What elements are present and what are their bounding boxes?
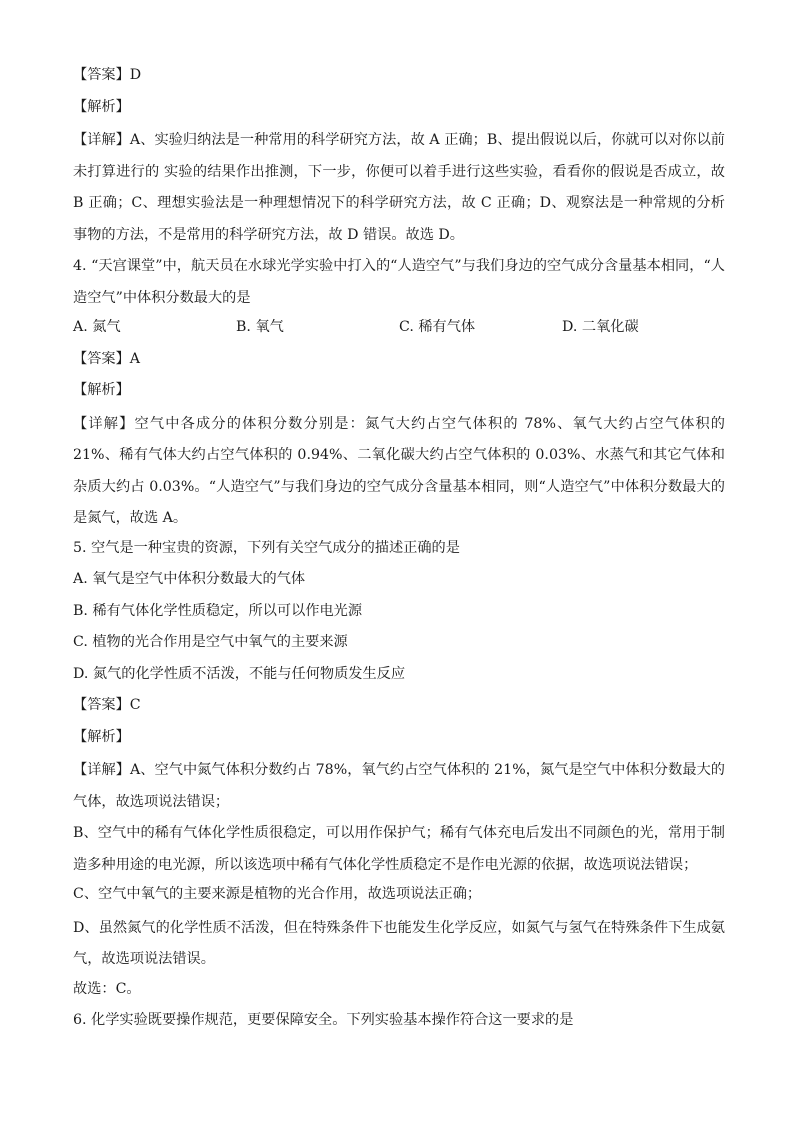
q5-option-b: B. 稀有气体化学性质稳定，所以可以作电光源 (73, 602, 363, 619)
q5-option-a: A. 氧气是空气中体积分数最大的气体 (73, 571, 306, 587)
q5-detail-a: 【详解】A、空气中氮气体积分数约占 78%，氧气约占空气体积的 21%，氮气是空气中体积分数最大的气体，故选项说法错误； (73, 762, 725, 810)
q4-answer: 【答案】A (73, 350, 140, 367)
q4-question: 4. “天宫课堂”中，航天员在水球光学实验中打入的“人造空气”与我们身边的空气成分含量基本相同，“人造空气”中体积分数最大的是 (73, 258, 725, 306)
q5-detail-b: B、空气中的稀有气体化学性质很稳定，可以用作保护气；稀有气体充电后发出不同颜色的光，常用于制造多种用途的电光源，所以该选项中稀有气体化学性质稳定不是作电光源的依据，故选项说法错误； (73, 825, 725, 873)
q4-option-c: C. 稀有气体 (399, 319, 476, 335)
q4-options (73, 314, 725, 346)
q5-option-d: D. 氮气的化学性质不活泼，不能与任何物质发生反应 (73, 665, 406, 682)
q4-analysis-heading: 【解析】 (73, 382, 130, 398)
q6-question: 6. 化学实验既要操作规范，更要保障安全。下列实验基本操作符合这一要求的是 (73, 1012, 574, 1028)
q5-option-c: C. 植物的光合作用是空气中氧气的主要来源 (73, 634, 348, 650)
q5-conclusion: 故选：C。 (73, 980, 141, 997)
q5-question: 5. 空气是一种宝贵的资源，下列有关空气成分的描述正确的是 (73, 539, 460, 556)
q3-detail: 【详解】A、实验归纳法是一种常用的科学研究方法，故 A 正确；B、提出假说以后，你就可以对你以前未打算进行的 实验的结果作出推测，下一步，你便可以着手进行这些实验，看看你的假说是否成立，故 B 正确；C、理想实验法是一种理想情况下的科学研究方法，故 C 正确；D、观察法是一种常规的分析事物的方法，不是常用的科学研究方法，故 D 错误。故选 D。 (73, 132, 725, 243)
q5-detail-d: D、虽然氮气的化学性质不活泼，但在特殊条件下也能发生化学反应，如氮气与氢气在特殊条件下生成氨气，故选项说法错误。 (73, 919, 725, 967)
q5-analysis-heading: 【解析】 (73, 728, 130, 745)
document-page (73, 62, 725, 1039)
q4-detail: 【详解】空气中各成分的体积分数分别是：氮气大约占空气体积的 78%、氧气大约占空气体积的 21%、稀有气体大约占空气体积的 0.94%、二氧化碳大约占空气体积的 0.03%、水蒸气和其它气体和杂质大约占 0.03%。“人造空气”与我们身边的空气成分含量基本相同，则“人造空气”中体积分数最大的是氮气，故选 A。 (73, 415, 725, 526)
q5-detail-c: C、空气中氧气的主要来源是植物的光合作用，故选项说法正确； (73, 886, 482, 902)
q4-option-d: D. 二氧化碳 (562, 319, 639, 335)
q4-option-b: B. 氧气 (236, 319, 284, 335)
q5-answer: 【答案】C (73, 697, 141, 713)
q3-analysis-heading: 【解析】 (73, 98, 130, 115)
q4-option-a: A. 氮气 (73, 319, 121, 335)
q3-answer: 【答案】D (73, 67, 142, 83)
